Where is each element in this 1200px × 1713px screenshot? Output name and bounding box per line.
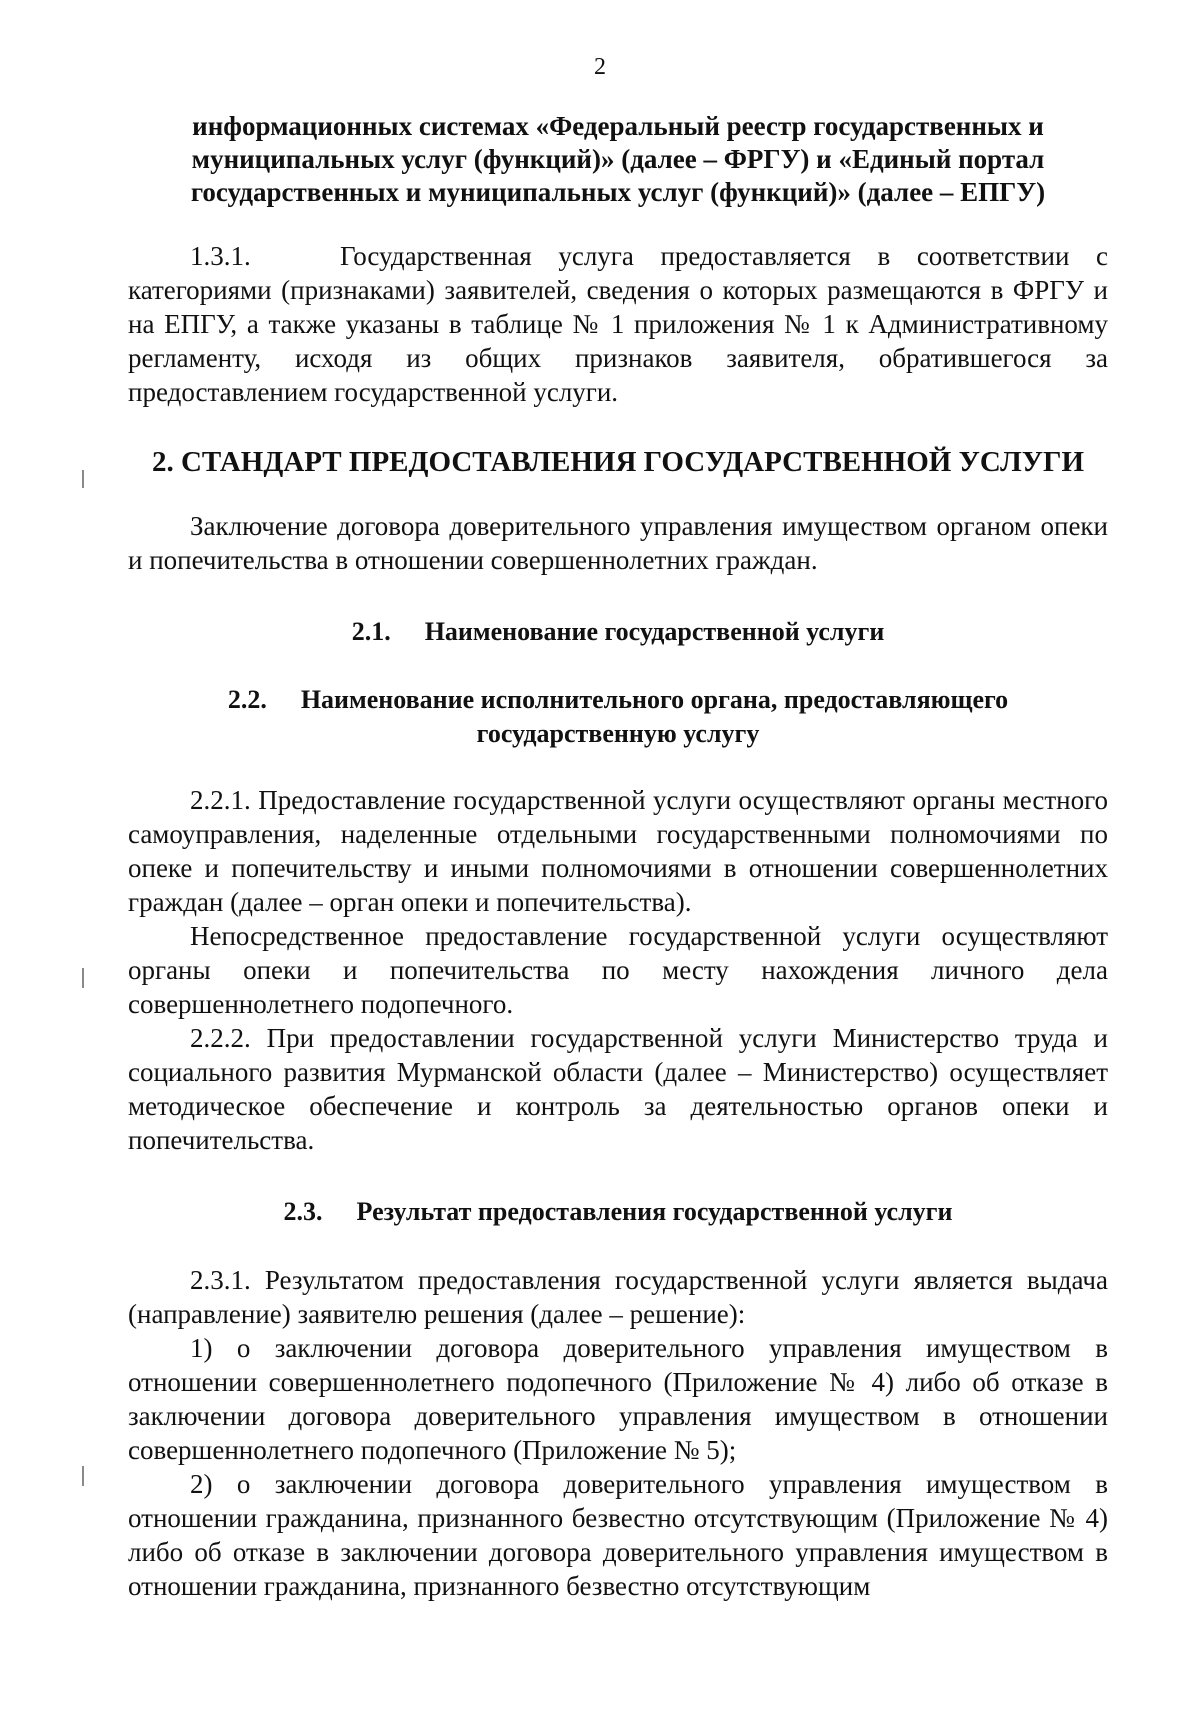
paragraph-1-3-1	[128, 239, 1108, 409]
heading-2-3	[128, 1195, 1108, 1229]
paragraph-2-2-1: 2.2.1. Предоставление государственной услуги осуществляют органы местного самоуправления, наделенные отдельными государственными полномочиями по опеке и попечительству и иными полномочиями в отношении совершеннолетних граждан (далее – орган опеки и попечительства).	[128, 785, 1108, 917]
heading-number: 2.3.	[283, 1197, 323, 1226]
page-number: 2	[594, 54, 606, 80]
document-body	[128, 110, 1108, 1603]
heading-number: 2.1.	[351, 617, 391, 646]
paragraph-text: Государственная услуга предоставляется в соответствии с категориями (признаками) заявителей, сведения о которых размещаются в ФРГУ и на ЕПГУ, а также указаны в таблице № 1 приложения № 1 к Административному регламенту, исходя из общих признаков заявителя, обратившегося за предоставлением государственной услуги.	[128, 241, 1108, 407]
margin-mark	[82, 470, 84, 488]
margin-mark	[82, 1466, 84, 1486]
margin-mark	[82, 968, 84, 988]
heading-number: 2.2.	[227, 685, 267, 714]
heading-2-2	[128, 683, 1108, 751]
heading-title: Наименование государственной услуги	[424, 617, 885, 646]
section-2-title: 2. СТАНДАРТ ПРЕДОСТАВЛЕНИЯ ГОСУДАРСТВЕННОЙ УСЛУГИ	[151, 446, 1085, 478]
heading-title: Результат предоставления государственной услуги	[356, 1197, 953, 1226]
list-item: 1) о заключении договора доверительного управления имуществом в отношении совершеннолетнего подопечного (Приложение № 4) либо об отказе в заключении договора доверительного управления имуществом в отношении совершеннолетнего подопечного (Приложение № 5);	[128, 1333, 1108, 1465]
service-name-paragraph: Заключение договора доверительного управления имуществом органом опеки и попечительства в отношении совершеннолетних граждан.	[128, 511, 1108, 575]
intro-heading: информационных системах «Федеральный реестр государственных и муниципальных услуг (функций)» (далее – ФРГУ) и «Единый портал государственных и муниципальных услуг (функций)» (далее – ЕПГУ)	[190, 111, 1046, 207]
paragraph-2-2-2: 2.2.2. При предоставлении государственной услуги Министерство труда и социального развития Мурманской области (далее – Министерство) осуществляет методическое обеспечение и контроль за деятельностью органов опеки и попечительства.	[128, 1023, 1108, 1155]
paragraph-2-3-1: 2.3.1. Результатом предоставления государственной услуги является выдача (направление) заявителю решения (далее – решение):	[128, 1265, 1108, 1329]
paragraph-2-2-1-continued: Непосредственное предоставление государственной услуги осуществляют органы опеки и попечительства по месту нахождения личного дела совершеннолетнего подопечного.	[128, 921, 1108, 1019]
paragraph-number: 1.3.1.	[190, 241, 251, 271]
heading-2-1	[128, 615, 1108, 649]
heading-title: Наименование исполнительного органа, предоставляющего государственную услугу	[300, 685, 1009, 748]
list-item: 2) о заключении договора доверительного управления имуществом в отношении гражданина, признанного безвестно отсутствующим (Приложение № 4) либо об отказе в заключении договора доверительного управления имуществом в отношении гражданина, признанного безвестно отсутствующим	[128, 1469, 1108, 1601]
